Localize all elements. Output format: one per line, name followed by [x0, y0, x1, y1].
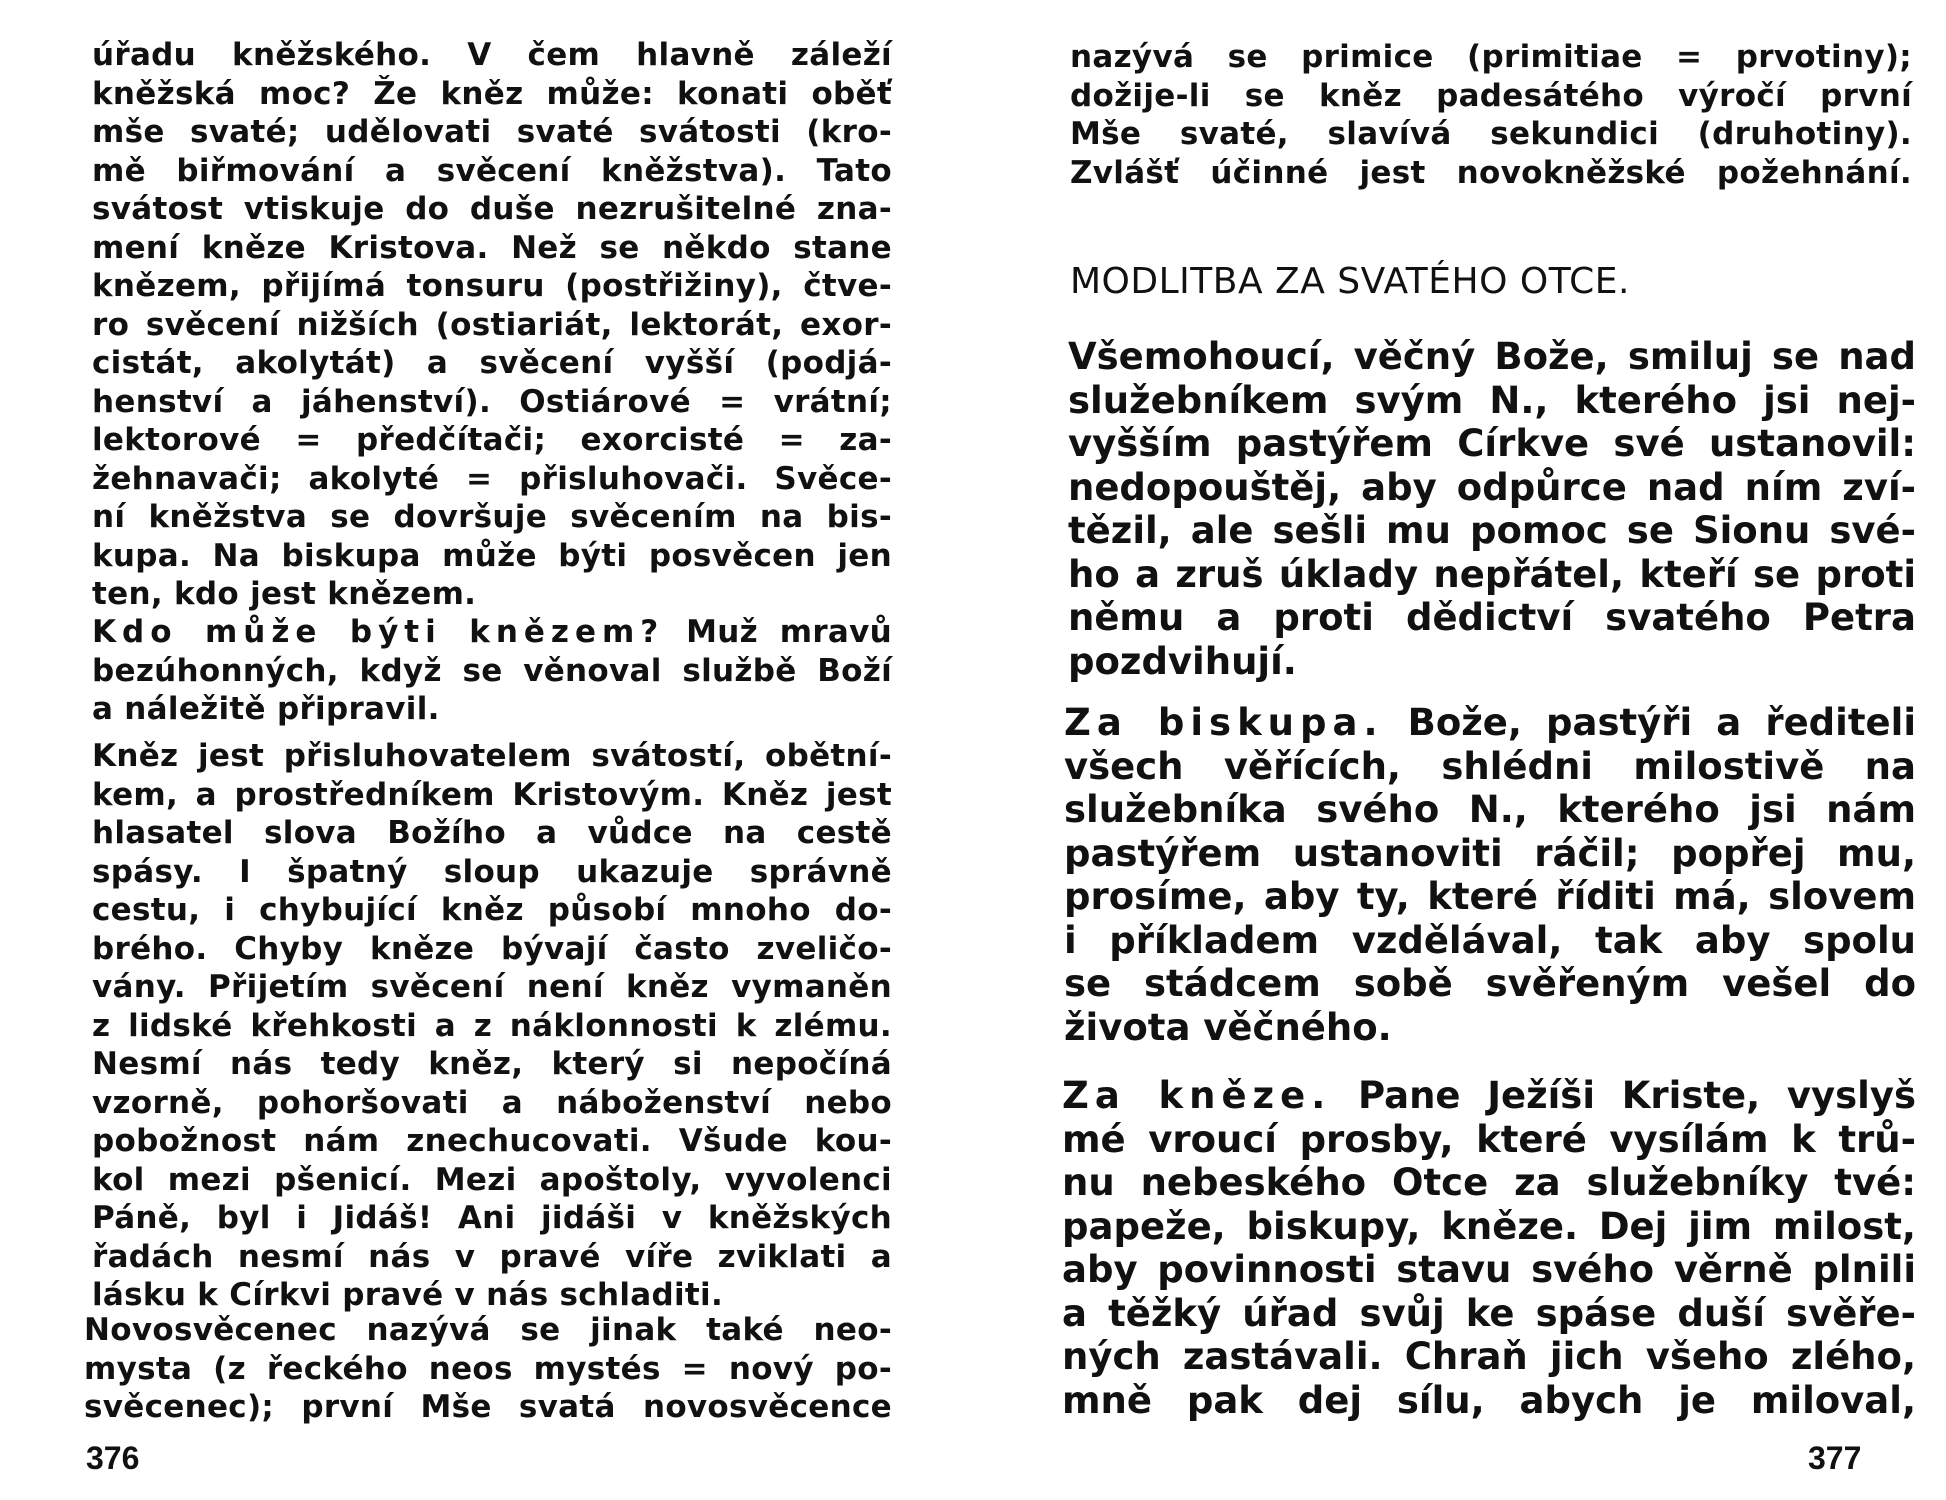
text-line: nedopouštěj, aby odpůrce nad ním zví-	[1068, 465, 1916, 509]
right-page	[1040, 0, 1946, 1500]
text-line: papeže, biskupy, kněze. Dej jim milost,	[1062, 1204, 1916, 1248]
text-line: Páně, byl i Jidáš! Ani jidáši v kněžských	[92, 1200, 892, 1236]
text-line: se stádcem sobě svěřeným vešel do	[1064, 962, 1916, 1005]
left-paragraph-3	[92, 737, 892, 1315]
text-line: němu a proti dědictví svatého Petra	[1068, 596, 1916, 639]
text-line	[1064, 701, 1916, 745]
text-line: lektorové = předčítači; exorcisté = za-	[92, 422, 892, 458]
text-line: mé vroucí prosby, které vysílám k trů-	[1062, 1117, 1916, 1161]
text-line: spásy. I špatný sloup ukazuje správně	[92, 853, 892, 890]
text-line: kněžská moc? Že kněz může: konati oběť	[92, 75, 892, 112]
text-line: ní kněžstva se dovršuje svěcením na bis-	[92, 499, 892, 535]
page-number-right: 377	[1808, 1440, 1862, 1476]
text-line: a náležitě připravil.	[92, 691, 440, 727]
text-line: ho a zruš úklady nepřátel, kteří se proti	[1068, 552, 1916, 596]
text-line: Nesmí nás tedy kněz, který si nepočíná	[92, 1046, 892, 1082]
prayer-paragraph-bishop	[1064, 701, 1916, 1049]
text-line: služebníka svého N., kterého jsi nám	[1064, 788, 1916, 831]
text-line: nu nebeského Otce za služebníky tvé:	[1062, 1161, 1916, 1204]
text-line: řadách nesmí nás v pravé víře zviklati a	[92, 1238, 892, 1275]
text-line: mysta (z řeckého neos mystés = nový po-	[84, 1350, 892, 1387]
spaced-lead: Za biskupa.	[1064, 701, 1384, 744]
text-line: hlasatel slova Božího a vůdce na cestě	[92, 815, 892, 851]
text-line	[92, 613, 892, 652]
right-intro-paragraph	[1070, 38, 1912, 192]
text-line: pastýřem ustanoviti ráčil; popřej mu,	[1064, 831, 1916, 875]
text-line: nazývá se primice (primitiae = prvotiny);	[1070, 39, 1912, 75]
text-line: Všemohoucí, věčný Bože, smiluj se nad	[1068, 335, 1916, 378]
text-line: svátost vtiskuje do duše nezrušitelné zna-	[92, 191, 892, 227]
text-line: vyšším pastýřem Církve své ustanovil:	[1068, 422, 1916, 465]
text-line: Kněz jest přisluhovatelem svátostí, obětní-	[92, 738, 892, 774]
text-line: aby povinnosti stavu svého věrně plnili	[1062, 1248, 1916, 1291]
text-line: života věčného.	[1064, 1005, 1392, 1049]
text-line: bezúhonných, když se věnoval službě Boží	[92, 652, 892, 689]
text-line: ro svěcení nižších (ostiariát, lektorát, exor-	[92, 306, 892, 343]
text-line: ten, kdo jest knězem.	[92, 576, 477, 612]
text-line: lásku k Církvi pravé v nás schladiti.	[92, 1277, 724, 1313]
text-line: brého. Chyby kněze bývají často zveličo-	[92, 930, 892, 967]
left-paragraph-4	[84, 1311, 892, 1427]
text-line: vány. Přijetím svěcení není kněz vymaněn	[92, 969, 892, 1005]
text-line: prosíme, aby ty, které říditi má, slovem	[1064, 875, 1916, 918]
text-line: kem, a prostředníkem Kristovým. Kněz jest	[92, 776, 892, 813]
text-line: všech věřících, shlédni milostivě na	[1064, 744, 1916, 788]
text-line: Zvlášť účinné jest novokněžské požehnání.	[1070, 154, 1912, 191]
prayer-paragraph-priest	[1062, 1074, 1916, 1422]
left-paragraph-1	[92, 36, 892, 614]
text-line: tězil, ale sešli mu pomoc se Sionu své-	[1068, 509, 1916, 552]
text-line: služebníkem svým N., kterého jsi nej-	[1068, 378, 1916, 422]
text-line: a těžký úřad svůj ke spáse duší svěře-	[1062, 1291, 1916, 1335]
prayer-paragraph-pope	[1068, 335, 1916, 683]
text-run: Bože, pastýři a řediteli	[1383, 701, 1916, 744]
spaced-lead: Za kněze.	[1062, 1074, 1332, 1117]
left-page	[0, 0, 960, 1500]
text-line: úřadu kněžského. V čem hlavně záleží	[92, 37, 892, 73]
text-line: kupa. Na biskupa může býti posvěcen jen	[92, 537, 892, 574]
text-line: henství a jáhenství). Ostiárové = vrátní;	[92, 383, 892, 420]
text-line: svěcenec); první Mše svatá novosvěcence	[84, 1389, 892, 1425]
text-line: ných zastávali. Chraň jich všeho zlého,	[1062, 1335, 1916, 1378]
page-number-left: 376	[86, 1440, 140, 1476]
text-line: mení kněze Kristova. Než se někdo stane	[92, 229, 892, 266]
text-line: mně pak dej sílu, abych je miloval,	[1062, 1378, 1916, 1422]
text-run: Pane Ježíši Kriste, vyslyš	[1331, 1074, 1916, 1117]
text-line: Novosvěcenec nazývá se jinak také neo-	[84, 1312, 892, 1348]
text-line: knězem, přijímá tonsuru (postřižiny), čtve-	[92, 268, 892, 304]
text-line: mě biřmování a svěcení kněžstva). Tato	[92, 152, 892, 189]
text-line: pozdvihují.	[1068, 639, 1297, 683]
left-paragraph-2	[92, 613, 892, 729]
spaced-lead: Kdo může býti knězem?	[92, 614, 665, 650]
text-line: cestu, i chybující kněz působí mnoho do-	[92, 892, 892, 928]
text-line: mše svaté; udělovati svaté svátosti (kro-	[92, 114, 892, 150]
text-line: Mše svaté, slavívá sekundici (druhotiny).	[1070, 116, 1912, 152]
text-line: z lidské křehkosti a z náklonnosti k zlému.	[92, 1007, 892, 1044]
text-line	[1062, 1074, 1916, 1118]
text-line: i příkladem vzdělával, tak aby spolu	[1064, 918, 1916, 962]
text-run: Muž mravů	[664, 614, 892, 650]
text-line: pobožnost nám znechucovati. Všude kou-	[92, 1123, 892, 1159]
text-line: kol mezi pšenicí. Mezi apoštoly, vyvolenci	[92, 1161, 892, 1198]
text-line: vzorně, pohoršovati a náboženství nebo	[92, 1084, 892, 1121]
text-line: cistát, akolytát) a svěcení vyšší (podjá-	[92, 345, 892, 381]
text-line: dožije-li se kněz padesátého výročí první	[1070, 77, 1912, 114]
section-heading: MODLITBA ZA SVATÉHO OTCE.	[1070, 261, 1630, 302]
text-line: žehnavači; akolyté = přisluhovači. Svěce-	[92, 460, 892, 497]
